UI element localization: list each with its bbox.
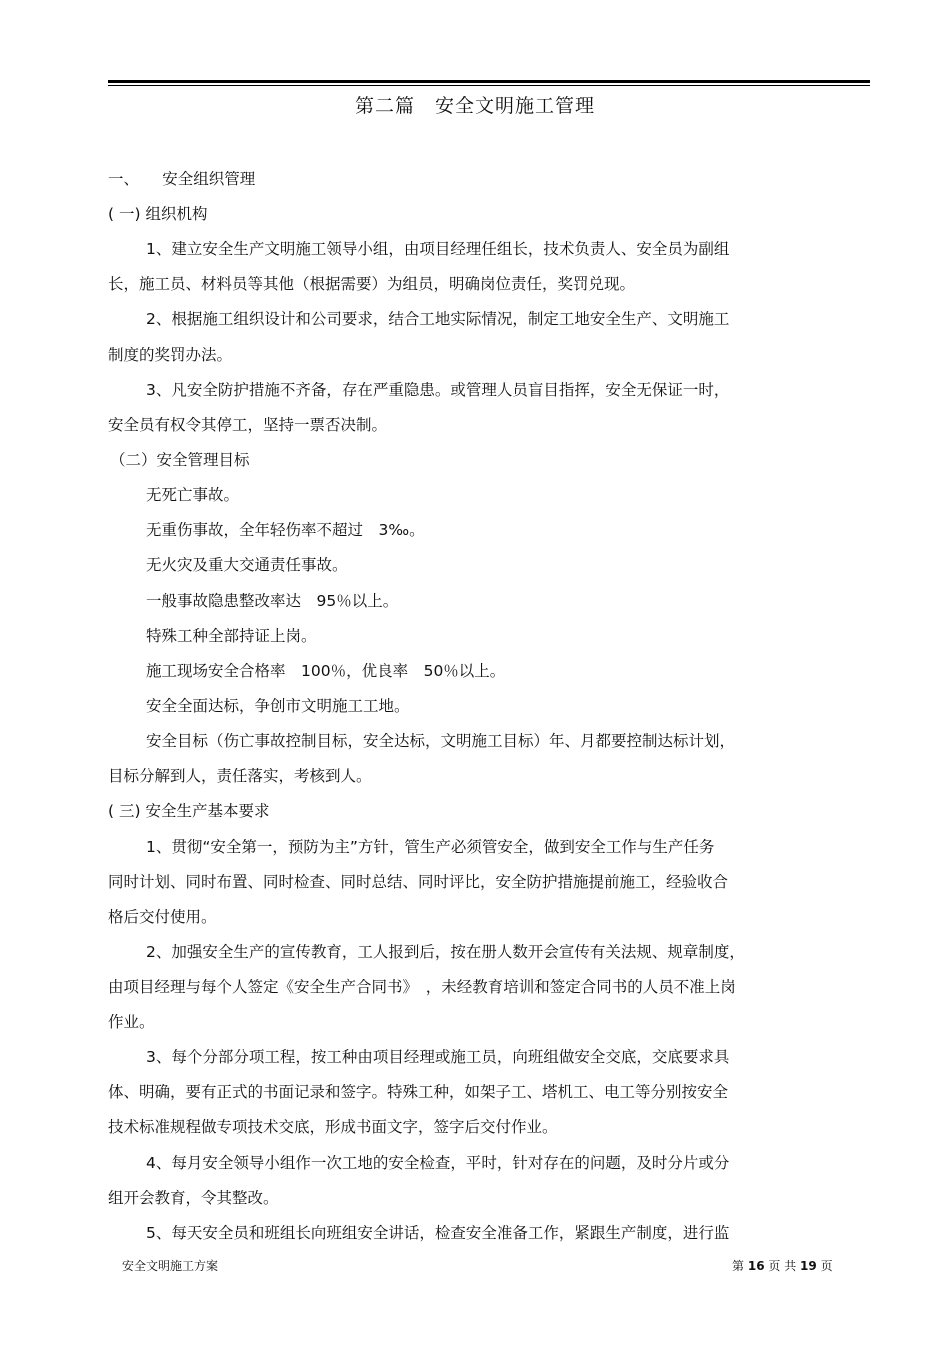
paragraph-line: 由项目经理与每个人签定《安全生产合同书》 ，未经教育培训和签定合同书的人员不准上岗 [108,978,736,996]
paragraph-line: 组开会教育，令其整改。 [108,1189,279,1207]
paragraph-line: 5、每天安全员和班组长向班组安全讲话，检查安全准备工作，紧跟生产制度，进行监 [146,1224,730,1242]
paragraph-line: 3、凡安全防护措施不齐备，存在严重隐患。或管理人员盲目指挥，安全无保证一时， [146,381,730,399]
goal-item: 特殊工种全部持证上岗。 [146,627,317,645]
header-rule-thin [108,85,870,86]
goal-item: 无死亡事故。 [146,486,240,504]
footer-page-total: 19 [800,1259,817,1273]
goal-item: 无火灾及重大交通责任事故。 [146,556,348,574]
goal-item: 目标分解到人，责任落实，考核到人。 [108,767,372,785]
goal-item: 施工现场安全合格率 100％，优良率 50％以上。 [146,662,506,680]
paragraph-line: 1、建立安全生产文明施工领导小组，由项目经理任组长，技术负责人、安全员为副组 [146,240,730,258]
footer-page-prefix: 第 [732,1259,745,1273]
subsection-heading-organization: ( 一) 组织机构 [108,205,208,223]
subsection-heading-requirements: ( 三) 安全生产基本要求 [108,802,270,820]
footer-page-current: 16 [747,1259,765,1273]
header-rule-thick [108,80,870,83]
paragraph-line: 格后交付使用。 [108,908,217,926]
paragraph-line: 技术标准规程做专项技术交底，形成书面文字，签字后交付作业。 [108,1118,558,1136]
section-heading-1: 一、 安全组织管理 [108,170,256,188]
paragraph-line: 长，施工员、材料员等其他（根据需要）为组员，明确岗位责任，奖罚兑现。 [108,275,636,293]
paragraph-line: 2、加强安全生产的宣传教育，工人报到后，按在册人数开会宣传有关法规、规章制度， [146,943,745,961]
paragraph-line: 制度的奖罚办法。 [108,346,233,364]
footer-page-mid: 页 共 [768,1259,797,1273]
paragraph-line: 体、明确，要有正式的书面记录和签字。特殊工种，如架子工、塔机工、电工等分别按安全 [108,1083,729,1101]
footer-document-name: 安全文明施工方案 [122,1259,219,1273]
subsection-heading-goals: （二）安全管理目标 [110,451,250,469]
goal-item: 无重伤事故，全年轻伤率不超过 3‰。 [146,521,425,539]
paragraph-line: 3、每个分部分项工程，按工种由项目经理或施工员，向班组做安全交底，交底要求具 [146,1048,730,1066]
paragraph-line: 作业。 [108,1013,155,1031]
goal-item: 安全目标（伤亡事故控制目标，安全达标，文明施工目标）年、月都要控制达标计划， [146,732,736,750]
paragraph-line: 1、贯彻“安全第一，预防为主”方针，管生产必须管安全，做到安全工作与生产任务 [146,838,715,856]
goal-item: 安全全面达标，争创市文明施工工地。 [146,697,410,715]
footer-page-number [732,1257,833,1275]
paragraph-line: 同时计划、同时布置、同时检查、同时总结、同时评比，安全防护措施提前施工，经验收合 [108,873,729,891]
paragraph-line: 4、每月安全领导小组作一次工地的安全检查，平时，针对存在的问题，及时分片或分 [146,1154,730,1172]
paragraph-line: 2、根据施工组织设计和公司要求，结合工地实际情况，制定工地安全生产、文明施工 [146,310,730,328]
page-title: 第二篇 安全文明施工管理 [354,95,595,117]
footer-page-suffix: 页 [820,1259,833,1273]
paragraph-line: 安全员有权令其停工，坚持一票否决制。 [108,416,388,434]
goal-item: 一般事故隐患整改率达 95％以上。 [146,592,399,610]
